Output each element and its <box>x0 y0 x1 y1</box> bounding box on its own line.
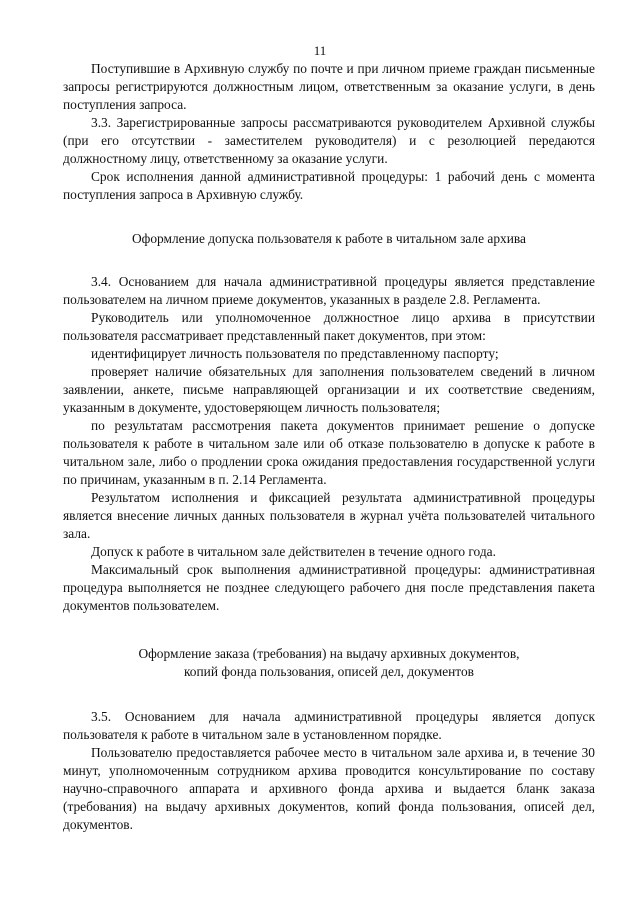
spacer <box>63 204 595 230</box>
paragraph-identify: идентифицирует личность пользователя по представленному паспорту; <box>91 346 499 361</box>
paragraph-workplace: Пользователю предоставляется рабочее место в читальном зале архива и, в течение 30 минут, уполномоченным сотрудником архива проводится консультирование по составу научно-справочного аппарата и архивного фонда архива и выдается бланк заказа (требования) на выдачу архивных документов, копий фонда пользования, описей дел, документов. <box>63 745 595 832</box>
paragraph-3-5: 3.5. Основанием для начала административной процедуры является допуск пользователя к работе в читальном зале в установленном порядке. <box>63 709 595 742</box>
paragraph-validity: Допуск к работе в читальном зале действителен в течение одного года. <box>91 544 496 559</box>
paragraph-decision: по результатам рассмотрения пакета документов принимает решение о допуске пользователя к работе в читальном зале или об отказе пользователю в допуске к работе в читальном зале, либо о продлении срока ожидания предоставления государственной услуги по причинам, указанным в п. 2.14 Регламента. <box>63 418 595 487</box>
document-body <box>63 60 595 834</box>
paragraph-review: Руководитель или уполномоченное должностное лицо архива в присутствии пользователя рассматривает представленный пакет документов, при этом: <box>63 310 595 343</box>
spacer <box>63 248 595 273</box>
section-heading-order-line-1: Оформление заказа (требования) на выдачу архивных документов, <box>138 646 520 661</box>
paragraph-result: Результатом исполнения и фиксацией результата административной процедуры является внесение личных данных пользователя в журнал учёта пользователей читального зала. <box>63 490 595 541</box>
paragraph-3-3: 3.3. Зарегистрированные запросы рассматриваются руководителем Архивной службы (при его отсутствии - заместителем руководителя) и с резолюцией передаются должностному лицу, ответственному за оказание услуги. <box>63 115 595 166</box>
spacer <box>63 615 595 645</box>
spacer <box>63 681 595 708</box>
page-number: 11 <box>313 43 327 58</box>
paragraph-3-4: 3.4. Основанием для начала административной процедуры является представление пользователем на личном приеме документов, указанных в разделе 2.8. Регламента. <box>63 274 595 307</box>
paragraph-deadline: Срок исполнения данной административной процедуры: 1 рабочий день с момента поступления запроса в Архивную службу. <box>63 169 595 202</box>
section-heading-access: Оформление допуска пользователя к работе в читальном зале архива <box>131 231 527 246</box>
section-heading-order-line-2: копий фонда пользования, описей дел, документов <box>183 664 474 679</box>
paragraph-check: проверяет наличие обязательных для заполнения пользователем сведений в личном заявлении, анкете, письме направляющей организации и их соответствие сведениям, указанным в документе, удостоверяющем личность пользователя; <box>63 364 595 415</box>
paragraph-incoming-requests: Поступившие в Архивную службу по почте и при личном приеме граждан письменные запросы регистрируются должностным лицом, ответственным за оказание услуги, в день поступления запроса. <box>63 61 595 112</box>
section-heading-order <box>63 645 595 681</box>
paragraph-max-term: Максимальный срок выполнения административной процедуры: административная процедура выполняется не позднее следующего рабочего дня после представления пакета документов пользователем. <box>63 562 595 613</box>
